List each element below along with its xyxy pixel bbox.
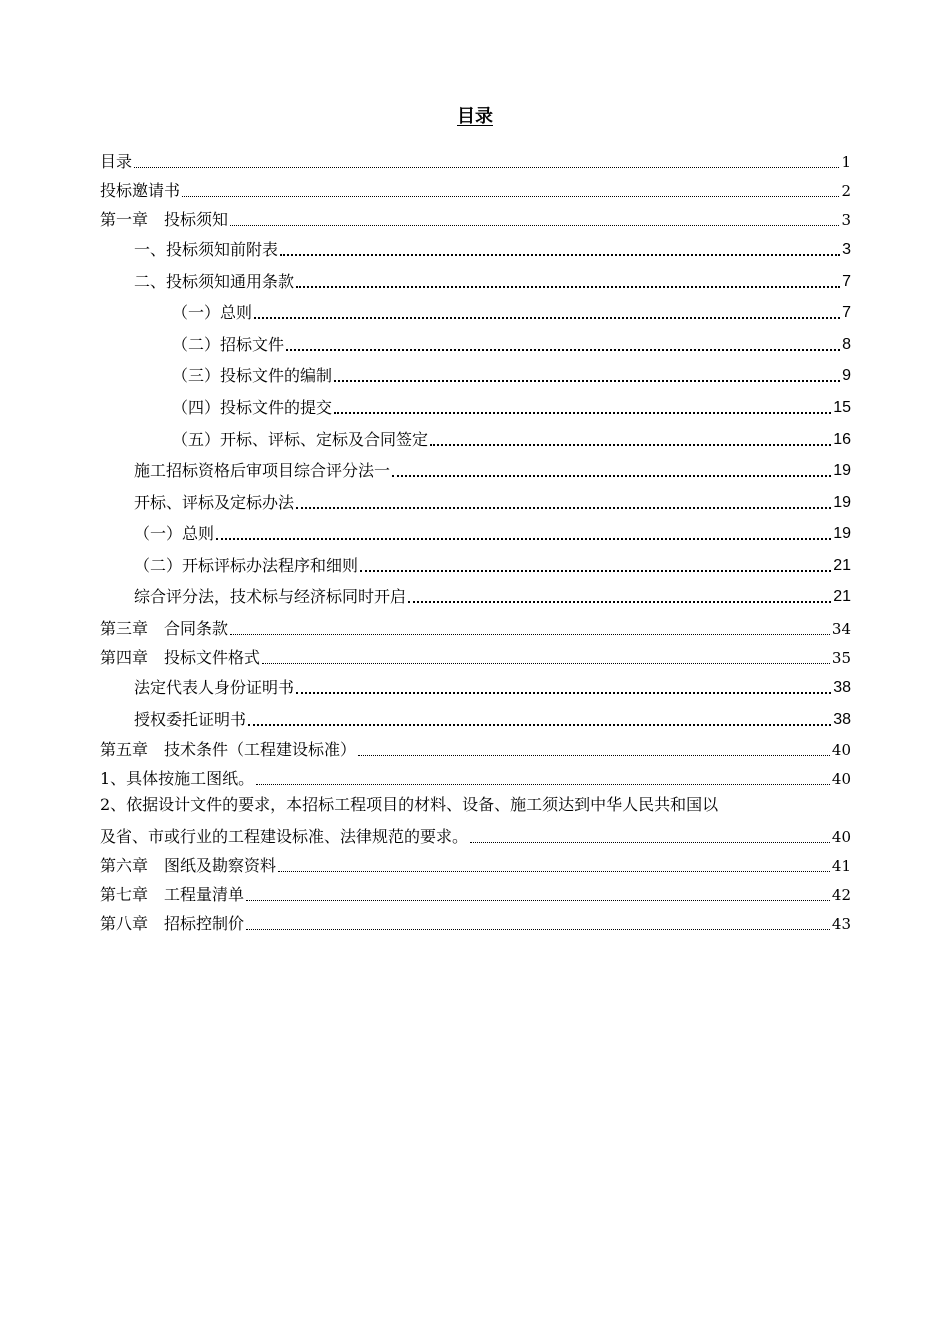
dot-leader (296, 507, 831, 509)
toc-entry-label: 开标、评标及定标办法 (134, 493, 295, 512)
dot-leader (246, 929, 830, 930)
toc-entry-page: 21 (833, 588, 851, 605)
toc-entry[interactable] (100, 907, 851, 935)
dot-leader (246, 900, 830, 901)
toc-entry[interactable] (100, 733, 851, 761)
toc-entry[interactable] (100, 762, 851, 790)
toc-entry-page: 35 (831, 649, 851, 667)
toc-entry-page: 34 (831, 620, 851, 638)
toc-entry[interactable] (100, 641, 851, 669)
toc-entry-label: 综合评分法，技术标与经济标同时开启 (134, 587, 407, 606)
toc-entry[interactable] (172, 391, 851, 419)
toc-entry-page: 19 (833, 494, 851, 511)
dot-leader (296, 286, 840, 288)
dot-leader (248, 724, 831, 726)
toc-entry-page: 21 (833, 557, 851, 574)
dot-leader (430, 444, 831, 446)
toc-entry-page: 41 (831, 857, 851, 875)
toc-entry-page: 7 (842, 273, 851, 290)
toc-entry-label: （三）投标文件的编制 (172, 366, 333, 385)
toc-entry[interactable] (100, 820, 851, 848)
toc-entry-label: 法定代表人身份证明书 (134, 678, 295, 697)
toc-entry-page: 15 (833, 399, 851, 416)
dot-leader (230, 634, 830, 635)
dot-leader (216, 538, 831, 540)
toc-entry-page: 19 (833, 462, 851, 479)
dot-leader (286, 349, 840, 351)
toc-entry-label: 第三章 合同条款 (100, 619, 229, 638)
dot-leader (408, 601, 831, 603)
toc-entry[interactable] (100, 174, 851, 202)
toc-entry-label: （二）招标文件 (172, 335, 285, 354)
toc-entry-label-line1[interactable]: 2、依据设计文件的要求，本招标工程项目的材料、设备、施工须达到中华人民共和国以 (100, 795, 719, 814)
toc-entry-page: 40 (831, 770, 851, 788)
dot-leader (278, 871, 830, 872)
toc-entry-label: （一）总则 (134, 524, 215, 543)
dot-leader (392, 475, 831, 477)
toc-entry-label: 一、投标须知前附表 (134, 240, 279, 259)
toc-entry-page: 8 (842, 336, 851, 353)
dot-leader (230, 225, 839, 226)
toc-entry[interactable] (172, 328, 851, 356)
toc-entry-label: （五）开标、评标、定标及合同签定 (172, 430, 429, 449)
dot-leader (296, 692, 831, 694)
toc-entry[interactable] (134, 703, 851, 731)
toc-entry-page: 16 (833, 431, 851, 448)
toc-entry[interactable] (172, 359, 851, 387)
dot-leader (182, 196, 839, 197)
toc-entry-page: 40 (831, 828, 851, 846)
toc-entry-page: 3 (841, 211, 851, 229)
toc-entry-page: 43 (831, 915, 851, 933)
toc-entry-page: 3 (842, 241, 851, 258)
toc-entry-page: 2 (841, 182, 851, 200)
toc-entry[interactable] (134, 454, 851, 482)
toc-entry-label: 1、具体按施工图纸。 (100, 769, 255, 788)
dot-leader (470, 842, 830, 843)
toc-entry[interactable] (100, 203, 851, 231)
toc-entry-label: （二）开标评标办法程序和细则 (134, 556, 359, 575)
toc-entry-label: 第八章 招标控制价 (100, 914, 245, 933)
toc-entry[interactable] (100, 849, 851, 877)
toc-entry-label: 第四章 投标文件格式 (100, 648, 261, 667)
toc-entry-page: 38 (833, 711, 851, 728)
toc-entry[interactable] (100, 878, 851, 906)
toc-entry-label: 授权委托证明书 (134, 710, 247, 729)
toc-entry-page: 42 (831, 886, 851, 904)
toc-entry-label: 第一章 投标须知 (100, 210, 229, 229)
page-title: 目录 (457, 106, 493, 127)
dot-leader (254, 317, 840, 319)
toc-entry-page: 19 (833, 525, 851, 542)
toc-entry[interactable] (134, 517, 851, 545)
toc-entry[interactable] (172, 296, 851, 324)
toc-entry-label: 目录 (100, 152, 133, 171)
toc-entry-label: 及省、市或行业的工程建设标准、法律规范的要求。 (100, 827, 469, 846)
dot-leader (334, 380, 840, 382)
toc-entry-label: 二、投标须知通用条款 (134, 272, 295, 291)
dot-leader (358, 755, 830, 756)
toc-entry-label: （四）投标文件的提交 (172, 398, 333, 417)
toc-entry[interactable] (134, 671, 851, 699)
toc-entry-label: 第七章 工程量清单 (100, 885, 245, 904)
toc-entry-label: 施工招标资格后审项目综合评分法一 (134, 461, 391, 480)
toc-entry-page: 7 (842, 304, 851, 321)
dot-leader (360, 570, 831, 572)
toc-entry-label: （一）总则 (172, 303, 253, 322)
toc-entry[interactable] (100, 612, 851, 640)
toc-entry-page: 40 (831, 741, 851, 759)
toc-entry[interactable] (172, 423, 851, 451)
dot-leader (262, 663, 830, 664)
toc-entry-page: 1 (841, 153, 851, 171)
toc-entry-label: 第六章 图纸及勘察资料 (100, 856, 277, 875)
toc-entry[interactable] (134, 580, 851, 608)
toc-entry-label: 投标邀请书 (100, 181, 181, 200)
toc-entry[interactable] (134, 265, 851, 293)
toc-entry-label: 第五章 技术条件（工程建设标准） (100, 740, 357, 759)
toc-entry[interactable] (100, 145, 851, 173)
dot-leader (256, 784, 830, 785)
toc-entry[interactable] (134, 549, 851, 577)
toc-entry[interactable] (134, 486, 851, 514)
dot-leader (280, 254, 840, 256)
dot-leader (334, 412, 831, 414)
toc-entry-page: 38 (833, 679, 851, 696)
toc-entry-page: 9 (842, 367, 851, 384)
toc-entry[interactable] (134, 233, 851, 261)
dot-leader (134, 167, 839, 168)
